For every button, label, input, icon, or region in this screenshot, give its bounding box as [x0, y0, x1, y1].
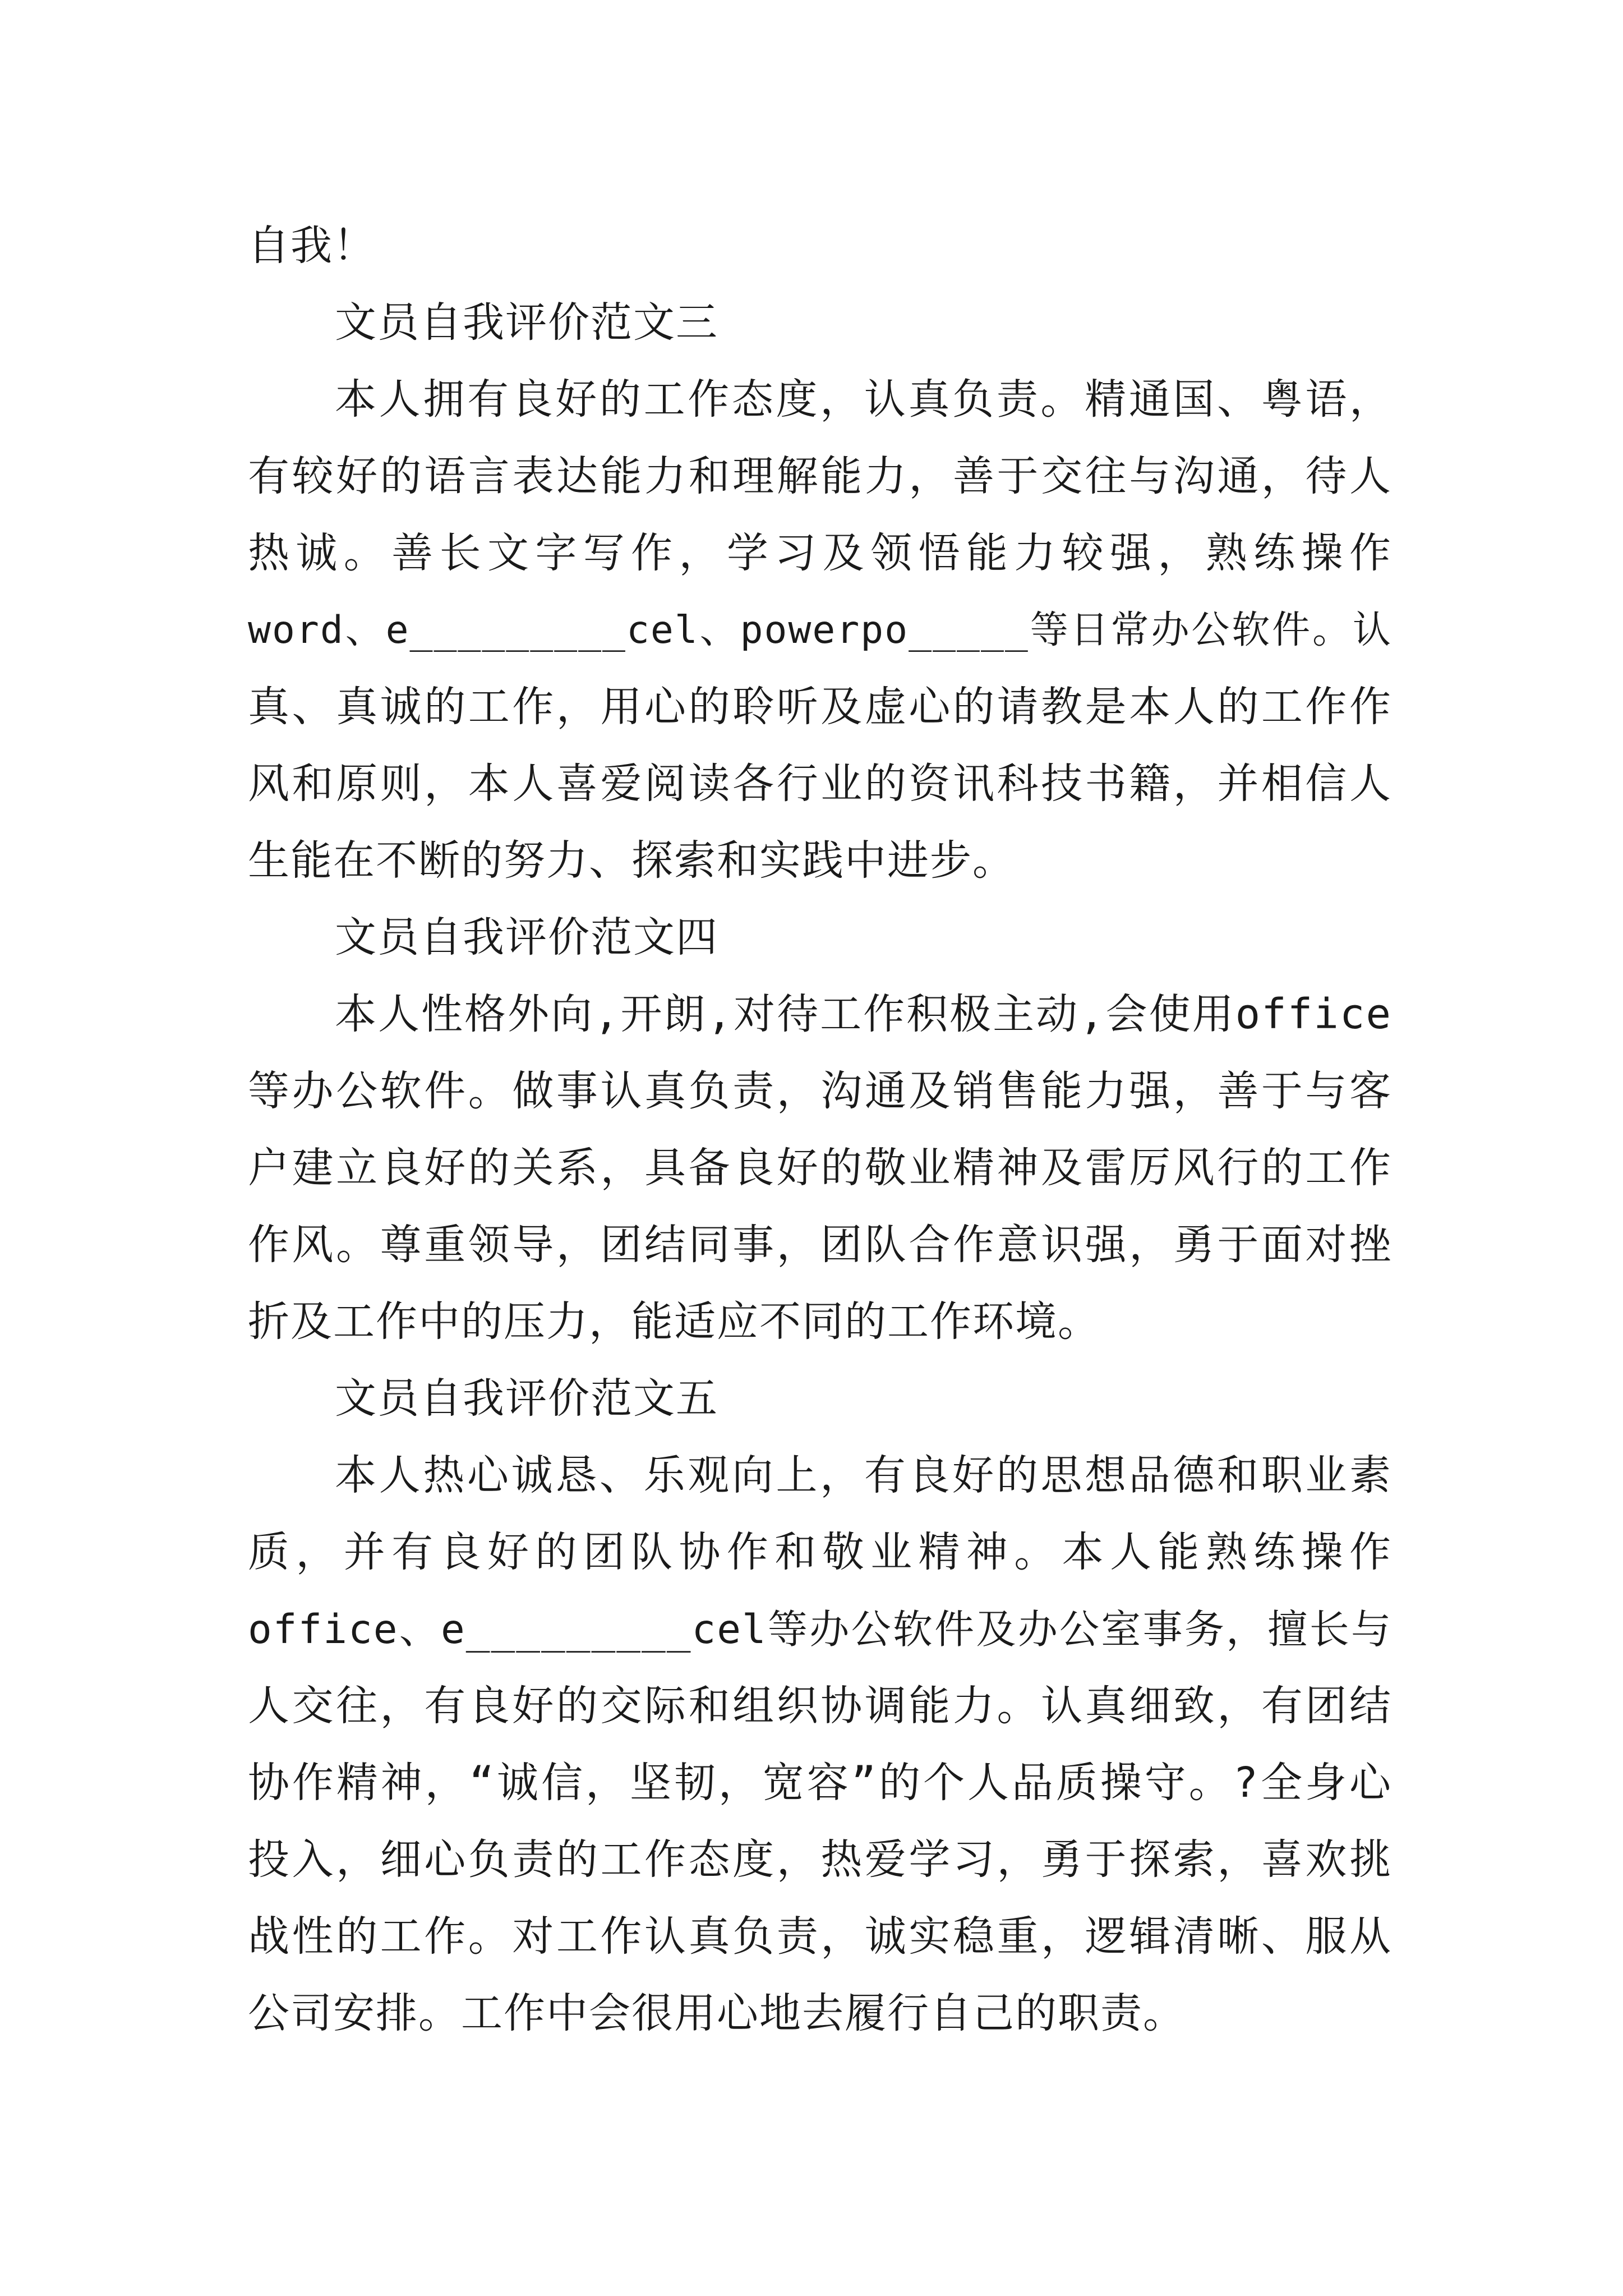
text-line: 风和原则，本人喜爱阅读各行业的资讯科技书籍，并相信人: [248, 760, 1392, 808]
text-line: 作风。尊重领导，团结同事，团队合作意识强，勇于面对挫: [248, 1221, 1392, 1269]
text-line: 生能在不断的努力、探索和实践中进步。: [248, 836, 1015, 885]
text-line: 本人拥有良好的工作态度，认真负责。精通国、粤语，: [335, 375, 1392, 424]
text-line: 协作精神，“诚信，坚韧，宽容”的个人品质操守。?全身心: [248, 1759, 1392, 1807]
text-line: office、e_________cel等办公软件及办公室事务，擅长与: [248, 1606, 1392, 1653]
text-line: 有较好的语言表达能力和理解能力，善于交往与沟通，待人: [248, 452, 1392, 500]
text-line: 本人热心诚恳、乐观向上，有良好的思想品德和职业素: [335, 1451, 1392, 1499]
text-line: 本人性格外向,开朗,对待工作积极主动,会使用office: [335, 990, 1392, 1038]
text-line: 文员自我评价范文四: [335, 913, 718, 961]
text-line: 等办公软件。做事认真负责，沟通及销售能力强，善于与客: [248, 1067, 1392, 1115]
text-line: 战性的工作。对工作认真负责，诚实稳重，逻辑清晰、服从: [248, 1912, 1392, 1961]
text-line: 文员自我评价范文五: [335, 1374, 718, 1423]
document-body: [248, 208, 1392, 2052]
text-line: 折及工作中的压力，能适应不同的工作环境。: [248, 1297, 1100, 1346]
text-line: 热诚。善长文字写作，学习及领悟能力较强，熟练操作: [248, 529, 1392, 577]
text-line: 户建立良好的关系，具备良好的敬业精神及雷厉风行的工作: [248, 1144, 1392, 1192]
text-line: 自我！: [248, 222, 376, 270]
text-line: 公司安排。工作中会很用心地去履行自己的职责。: [248, 1989, 1186, 2037]
text-line: word、e_________cel、powerpo_____等日常办公软件。认: [248, 608, 1392, 652]
text-line: 人交往，有良好的交际和组织协调能力。认真细致，有团结: [248, 1682, 1392, 1730]
text-line: 文员自我评价范文三: [335, 298, 718, 347]
text-line: 质，并有良好的团队协作和敬业精神。本人能熟练操作: [248, 1528, 1392, 1576]
text-line: 真、真诚的工作，用心的聆听及虚心的请教是本人的工作作: [248, 683, 1392, 731]
text-line: 投入，细心负责的工作态度，热爱学习，勇于探索，喜欢挑: [248, 1835, 1392, 1884]
